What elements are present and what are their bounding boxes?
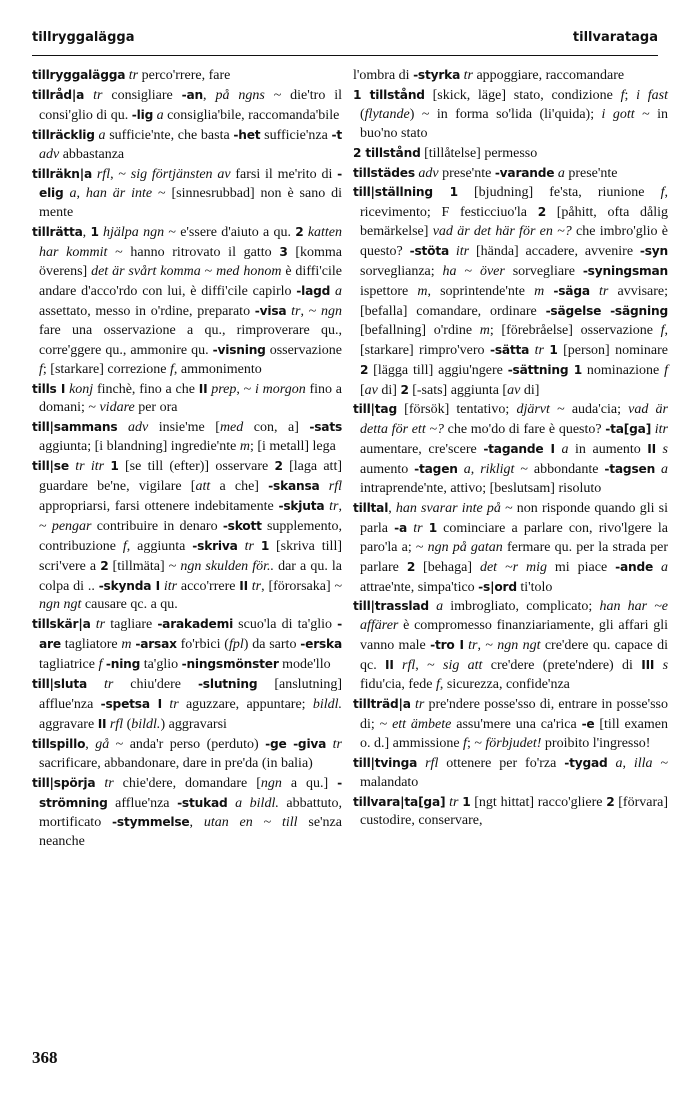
dictionary-entry: till|tvinga rfl ottenere per fo'rza -tygad a, illa ~ malandato [353,755,669,790]
dictionary-entry: till|ställning 1 [bjudning] fe'sta, riunione f, ricevimento; F festicciuo'la 2 [påhitt, ofta dålig bemärkelse] vad är det här för en ~? che imbro'glio è questo? -stöta itr [hända] accadere, avvenire -syn sorveglianza; ha ~ över sorvegliare -syningsman ispettore m, soprintende'nte m -säga tr avvisare; [befalla] comandare, ordinare -sägelse -sägning [befallning] o'rdine m; [förebråelse] osservazione f, [starkare] rimpro'vero -sätta tr 1 [person] nominare 2 [lägga till] aggiu'ngere -sättning 1 nominazione f [av di] 2 [-sats] aggiunta [av di] [353,185,669,398]
dictionary-entry: tillråd|a tr consigliare -an, på ngns ~ die'tro il consi'glio di qu. -lig a consiglia'bile, raccomanda'bile [32,87,343,123]
right-column [353,66,668,831]
dictionary-entry: tillstädes adv prese'nte -varande a prese'nte [353,165,618,181]
dictionary-entry: 1 tillstånd [skick, läge] stato, condizione f; i fast (flytande) ~ in forma so'lida (li'quida); i gott ~ in buo'no stato [353,87,669,141]
dictionary-entry: tillträd|a tr pre'ndere posse'sso di, entrare in posse'sso di; ~ ett ämbete assu'mere una ca'rica -e [till examen o. d.] ammissione f; ~ förbjudet! proibito l'ingresso! [353,697,669,751]
dictionary-entry: tillrätta, 1 hjälpa ngn ~ e'ssere d'aiuto a qu. 2 katten har kommit ~ hanno ritrovato il gatto 3 [komma överens] det är svårt komma ~ med honom è diffi'cile andare d'acco'rdo con lui, è diffi'cile capirlo -lagd a assettato, messo in o'rdine, preparato -visa tr, ~ ngn fare una osservazione a qu., rimproverare qu., corre'ggere qu., ammonire qu. -visning osservazione f; [starkare] correzione f, ammonimento [32,225,343,377]
dictionary-entry: tillvara|ta[ga] tr 1 [ngt hittat] racco'gliere 2 [förvara] custodire, conservare, [353,794,669,829]
page-number: 368 [32,1048,58,1067]
dictionary-entry: tillryggalägga tr perco'rrere, fare [32,68,231,83]
dictionary-entry: tillräcklig a sufficie'nte, che basta -het sufficie'nza -t adv abbastanza [32,127,343,162]
dictionary-entry: till|sammans adv insie'me [med con, a] -sats aggiunta; [i blandning] ingredie'nte m; [i metall] lega [32,420,343,455]
dictionary-entry: l'ombra di -styrka tr appoggiare, raccomandare [353,68,625,83]
page-header [32,30,658,52]
left-column [32,66,342,852]
dictionary-entry: tillskär|a tr tagliare -arakademi scuo'la di ta'glio -are tagliatore m -arsax fo'rbici (fpl) da sarto -erska tagliatrice f -ning ta'glio -ningsmönster mode'llo [32,617,342,673]
dictionary-entry: till|spörja tr chie'dere, domandare [ngn a qu.] -strömning affluе'nza -stukad a bildl. abbattuto, mortificato -stymmelse, utan en ~ till se'nza neanche [32,775,342,850]
dictionary-entry: tilltal, han svarar inte på ~ non risponde quando gli si parla -a tr 1 cominciare a parlare con, rivo'lgere la paro'la a; ~ ngn på gatan fermare qu. per la strada per parlare 2 [behaga] det ~r mig mi piace -ande a attrae'nte, simpa'tico -s|ord ti'tolo [353,500,669,595]
dictionary-entry: till|sluta tr chiu'dere -slutning [anslutning] affluе'nza -spetsa I tr aguzzare, appuntare; bildl. aggravare II rfl (bildl.) aggravarsi [32,677,343,732]
dictionary-entry: till|se tr itr 1 [se till (efter)] osservare 2 [laga att] guardare be'ne, vigilare [att a che] -skansa rfl appropriarsi, farsi ottenere indebitamente -skjuta tr, ~ pengar contribuire in denaro -skott supplemento, contribuzione f, aggiunta -skriva tr 1 [skriva till] scri'vere a 2 [tillmäta] ~ ngn skulden för.. dar a qu. la colpa di .. -skynda I itr acco'rrere II tr, [förorsaka] ~ ngn ngt causare qc. a qu. [32,459,343,613]
left-guide-word: tillryggalägga [32,30,135,45]
dictionary-entry: till|tag [försök] tentativo; djärvt ~ auda'cia; vad är detta för ett ~? che mo'do di fare è questo? -ta[ga] itr aumentare, cre'scere -tagande I a in aumento II s aumento -tagen a, rikligt ~ abbondante -tagsen a intraprende'nte, attivo; [beslutsam] risoluto [353,402,669,497]
dictionary-entry: till|trasslad a imbrogliato, complicato; han har ~e affärer è compromesso finanziariamente, gli affari gli vanno male -tro I tr, ~ ngn ngt cre'dere qu. capace di qc. II rfl, ~ sig att cre'dere (prete'ndere) di III s fidu'cia, fede f, sicurezza, confide'nza [353,599,669,693]
dictionary-entry: tillspillo, gå ~ anda'r perso (perduto) -ge -giva tr sacrificare, abbandonare, dare in pre'da (in balia) [32,736,343,771]
right-guide-word: tillvarataga [572,30,658,45]
dictionary-entry: tillräkn|a rfl, ~ sig förtjänsten av farsi il me'rito di -elig a, han är inte ~ [sinnesrubbad] non è sano di mente [32,166,343,221]
header-rule [32,55,658,56]
dictionary-entry: tills I konj finchè, fino a che II prep, ~ i morgon fino a domani; ~ vidare per ora [32,381,343,416]
dictionary-entry: 2 tillstånd [tillåtelse] permesso [353,145,538,161]
